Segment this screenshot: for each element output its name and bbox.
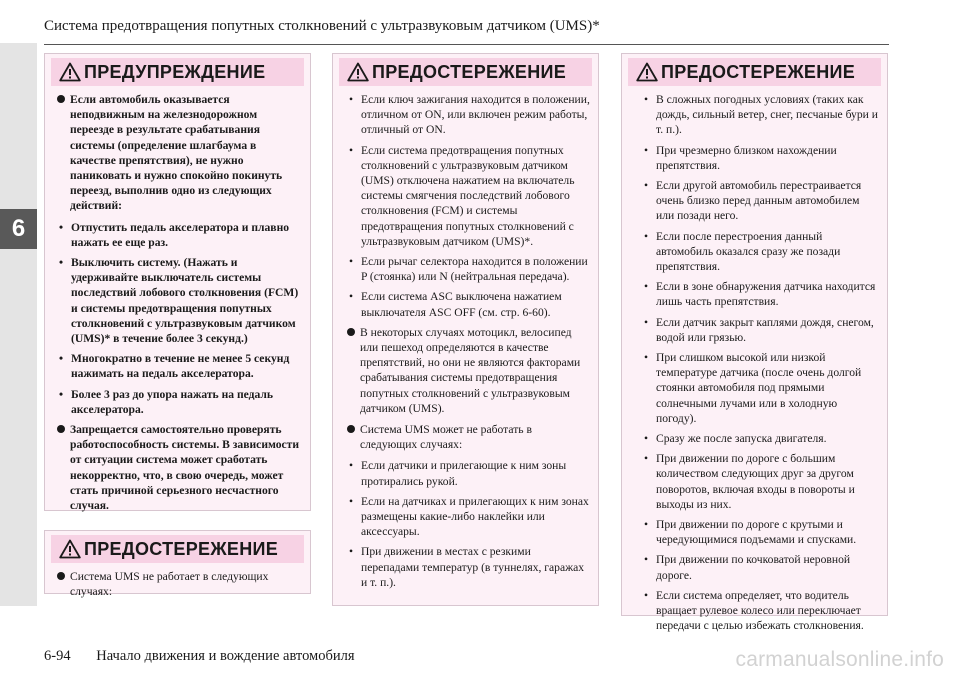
list-item-text: Если система определяет, что водитель вращает рулевое колесо или переключает передачи с целью избежать столкновения.	[656, 588, 864, 633]
bullet-mark: •	[349, 290, 354, 304]
list-item-text: Если ключ зажигания находится в положении, отличном от ON, или включен режим работы, отличный от ON.	[361, 93, 590, 137]
warning-triangle-icon	[59, 62, 81, 82]
list-item	[644, 517, 879, 547]
caution-box-middle	[332, 53, 599, 606]
list-item-text: Сразу же после запуска двигателя.	[656, 432, 827, 446]
warning-triangle-icon	[59, 539, 81, 559]
list-item	[644, 92, 879, 138]
bullet-mark: •	[59, 220, 64, 234]
bullet-mark: •	[644, 93, 649, 106]
list-item	[349, 289, 590, 319]
list-item-text: Если другой автомобиль перестраивается очень близко перед данным автомобилем или позади него.	[656, 179, 862, 223]
list-item-text: При движении по дороге с большим количеством следующих друг за другом поворотов, включая входы в повороты и выходы из них.	[656, 452, 855, 511]
bullet-mark: •	[644, 452, 649, 466]
header-divider	[44, 44, 889, 45]
list-item	[59, 351, 302, 381]
warning-note-text: Запрещается самостоятельно проверять работоспособность системы. В зависимости от ситуации система может сработать некорректно, что, в свою очередь, может стать причиной серьезного несчастного случая.	[70, 423, 300, 513]
list-item	[59, 220, 302, 250]
list-item	[349, 544, 590, 590]
bullet-mark: •	[349, 255, 354, 269]
list-item-text: При движении по дороге с крутыми и чередующимися подъемами и спусками.	[656, 518, 857, 547]
page-number: 6-94	[44, 648, 71, 664]
warning-intro	[57, 92, 302, 214]
list-item	[349, 92, 590, 138]
list-item-text: Выключить систему. (Нажать и удерживайте выключатель системы последствий лобового столкновения (FCM) и системы предотвращения попутных столкновений с ультразвуковым датчиком (UMS)* в течение более 3 секунд.)	[71, 256, 299, 346]
side-strip	[0, 43, 37, 606]
list-item	[349, 494, 590, 540]
warning-triangle-icon	[636, 62, 658, 82]
page-header-title: Система предотвращения попутных столкновений с ультразвуковым датчиком (UMS)*	[44, 18, 600, 34]
list-item	[644, 350, 879, 426]
round-bullet	[57, 95, 65, 103]
round-bullet	[347, 425, 355, 433]
list-item-text: Если датчики и прилегающие к ним зоны протирались рукой.	[361, 459, 567, 488]
warning-note	[57, 422, 302, 513]
bullet-mark: •	[349, 93, 354, 106]
list-item-text: При чрезмерно близком нахождении препятствия.	[656, 143, 837, 172]
watermark: carmanualsonline.info	[735, 648, 944, 671]
list-item-text: В сложных погодных условиях (таких как дождь, сильный ветер, снег, песчаные бури и т. п.).	[656, 93, 878, 137]
list-item-text: Если в зоне обнаружения датчика находится лишь часть препятствия.	[656, 280, 876, 309]
list-item	[644, 315, 879, 345]
list-item	[644, 588, 879, 634]
bullet-mark: •	[644, 280, 649, 294]
list-item-text: Если после перестроения данный автомобиль оказался сразу же позади препятствия.	[656, 229, 841, 274]
list-item-text: Если на датчиках и прилегающих к ним зонах размещены какие-либо наклейки или аксессуары.	[361, 494, 589, 539]
bullet-mark: •	[644, 143, 649, 157]
caution-text: В некоторых случаях мотоцикл, велосипед или пешеход определяются в качестве препятствий, но они не являются факторами срабатывания системы предотвращения попутных столкновений с ультразвуковым датчиком (UMS).	[360, 325, 581, 415]
list-item-text: Если рычаг селектора находится в положении P (стоянка) или N (нейтральная передача).	[361, 255, 588, 284]
caution-text: Система UMS может не работать в следующих случаях:	[360, 423, 532, 452]
list-item-text: Если система ASC выключена нажатием выключателя ASC OFF (см. стр. 6-60).	[361, 290, 562, 319]
bullet-mark: •	[644, 518, 649, 532]
bullet-mark: •	[349, 143, 354, 157]
chapter-tab[interactable]: 6	[0, 209, 37, 249]
list-item-text: Если система предотвращения попутных столкновений с ультразвуковым датчиком (UMS) отключена нажатием на включатель системы смягчения последствий лобового столкновения (FCM) и системы предотвращения попутных столкновений с ультразвуковым датчиком (UMS)*.	[361, 143, 575, 248]
caution-box-header	[628, 58, 881, 86]
caution-box-title: ПРЕДОСТЕРЕЖЕНИЕ	[661, 61, 856, 82]
round-bullet	[57, 572, 65, 580]
caution-box-header	[339, 58, 592, 86]
list-item-text: Многократно в течение не менее 5 секунд нажимать на педаль акселератора.	[71, 352, 290, 381]
bullet-mark: •	[59, 387, 64, 401]
list-item	[644, 451, 879, 512]
list-item	[59, 387, 302, 417]
list-item	[644, 229, 879, 275]
page-footer	[44, 648, 355, 665]
list-item	[644, 431, 879, 446]
list-item-text: Отпустить педаль акселератора и плавно нажать ее еще раз.	[71, 220, 290, 249]
caution-box-header	[51, 535, 304, 563]
bullet-mark: •	[644, 179, 649, 193]
bullet-mark: •	[644, 229, 649, 243]
caution-paragraph	[57, 569, 302, 599]
round-bullet	[347, 328, 355, 336]
bullet-mark: •	[59, 352, 64, 366]
bullet-mark: •	[644, 432, 649, 446]
list-item	[349, 143, 590, 249]
caution-box-title: ПРЕДОСТЕРЕЖЕНИЕ	[84, 538, 279, 559]
bullet-mark: •	[644, 553, 649, 567]
bullet-mark: •	[644, 315, 649, 329]
bullet-mark: •	[349, 545, 354, 559]
bullet-mark: •	[349, 494, 354, 508]
list-item	[59, 255, 302, 346]
warning-intro-text: Если автомобиль оказывается неподвижным на железнодорожном переезде в результате срабатывания системы (определение шлагбаума в качестве препятствия), не нужно паниковать и нужно спокойно покинуть переезд, выполнив одно из следующих действий:	[70, 93, 283, 213]
caution-box-title: ПРЕДОСТЕРЕЖЕНИЕ	[372, 61, 567, 82]
footer-section-title: Начало движения и вождение автомобиля	[96, 648, 355, 664]
list-item-text: При слишком высокой или низкой температуре датчика (после очень долгой стоянки автомобиля под прямыми солнечными лучами или в холодную погоду).	[656, 351, 862, 425]
round-bullet	[57, 425, 65, 433]
caution-box-right	[621, 53, 888, 633]
warning-triangle-icon	[347, 62, 369, 82]
warning-box-header	[51, 58, 304, 86]
caution-paragraph	[347, 325, 590, 416]
list-item-text: При движении в местах с резкими перепадами температур (в туннелях, гаражах и т. п.).	[361, 545, 585, 589]
list-item	[644, 178, 879, 224]
caution-text: Система UMS не работает в следующих случаях:	[70, 570, 269, 599]
warning-box-body	[57, 92, 302, 519]
list-item	[644, 552, 879, 582]
bullet-mark: •	[644, 588, 649, 602]
list-item	[644, 279, 879, 309]
list-item-text: При движении по кочковатой неровной дороге.	[656, 553, 851, 582]
list-item-text: Более 3 раз до упора нажать на педаль акселератора.	[71, 387, 274, 416]
bullet-mark: •	[59, 256, 64, 270]
list-item	[349, 458, 590, 488]
caution-box-body	[347, 92, 590, 595]
caution-box-body	[642, 92, 879, 639]
bullet-mark: •	[349, 459, 354, 473]
caution-box-small	[44, 530, 311, 599]
caution-paragraph	[347, 422, 590, 452]
warning-box-title: ПРЕДУПРЕЖДЕНИЕ	[84, 61, 266, 82]
warning-box	[44, 53, 311, 511]
list-item	[349, 254, 590, 284]
list-item	[644, 143, 879, 173]
list-item-text: Если датчик закрыт каплями дождя, снегом, водой или грязью.	[656, 315, 874, 344]
bullet-mark: •	[644, 351, 649, 365]
caution-box-body	[57, 569, 302, 605]
